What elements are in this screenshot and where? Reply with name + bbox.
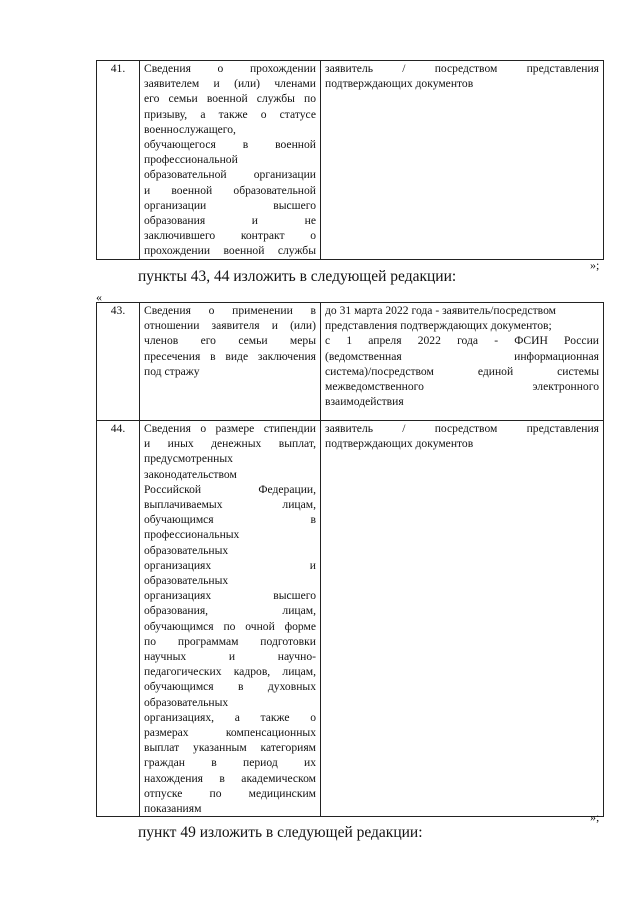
- cell-line: обучающегося в военной: [144, 138, 316, 152]
- cell-line: заявитель / посредством представления: [325, 422, 599, 435]
- cell-line: членов его семьи меры: [144, 334, 316, 348]
- cell-line: выплат указанным категориям: [144, 741, 316, 755]
- row-number: 44.: [97, 421, 140, 817]
- cell-line: и военной образовательной: [144, 183, 316, 197]
- data-source: [321, 421, 604, 817]
- data-source: [321, 303, 604, 421]
- cell-line: пресечения в виде заключения: [144, 349, 316, 363]
- cell-line: Сведения о применении в: [144, 304, 316, 317]
- cell-line: заключившего контракт о: [144, 229, 316, 243]
- data-source: [321, 61, 604, 260]
- cell-line: образования и не: [144, 214, 316, 228]
- cell-line: с 1 апреля 2022 года - ФСИН России: [325, 334, 599, 348]
- cell-line: образовательных: [144, 543, 229, 557]
- cell-line: представления подтверждающих документов;: [325, 319, 552, 333]
- cell-line: граждан в период их: [144, 756, 316, 770]
- cell-line: подтверждающих документов: [325, 437, 474, 451]
- cell-line: научных и научно-: [144, 650, 316, 664]
- cell-line: обучающимся в духовных: [144, 680, 316, 694]
- cell-line: взаимодействия: [325, 395, 404, 409]
- table-row-43: [97, 303, 604, 421]
- opening-quote: «: [96, 290, 102, 304]
- cell-line: образовательной организации: [144, 168, 316, 182]
- cell-line: предусмотренных: [144, 452, 233, 466]
- cell-line: заявителем и (или) членами: [144, 77, 316, 91]
- paragraph-points-43-44: пункты 43, 44 изложить в следующей редакции:: [138, 268, 457, 285]
- cell-line: показаниям: [144, 802, 202, 816]
- table-fragment-2: [96, 302, 604, 817]
- cell-line: прохождении военной службы: [144, 244, 316, 258]
- cell-line: организациях и: [144, 558, 316, 572]
- data-description: [140, 61, 321, 260]
- cell-line: организации высшего: [144, 198, 316, 212]
- cell-line: образовательных: [144, 574, 229, 588]
- cell-line: профессиональной: [144, 153, 238, 167]
- cell-line: заявитель / посредством представления: [325, 62, 599, 75]
- table-row-44: [97, 421, 604, 817]
- cell-line: система)/посредством единой системы: [325, 364, 599, 378]
- cell-line: отпуске по медицинским: [144, 786, 316, 800]
- cell-line: подтверждающих документов: [325, 77, 474, 91]
- cell-line: (ведомственная информационная: [325, 349, 599, 363]
- cell-line: отношении заявителя и (или): [144, 319, 316, 333]
- cell-line: военнослужащего,: [144, 122, 236, 136]
- cell-line: организациях, а также о: [144, 710, 316, 724]
- cell-line: педагогических кадров, лицам,: [144, 665, 316, 679]
- cell-line: Сведения о прохождении: [144, 62, 316, 75]
- cell-line: законодательством: [144, 467, 237, 481]
- closing-quote-1: »;: [590, 258, 600, 272]
- row-number: 43.: [97, 303, 140, 421]
- cell-line: обучающимся по очной форме: [144, 619, 316, 633]
- cell-line: призыву, а также о статусе: [144, 107, 316, 121]
- data-description: [140, 421, 321, 817]
- cell-line: профессиональных: [144, 528, 240, 542]
- row-number: 41.: [97, 61, 140, 260]
- cell-line: под стражу: [144, 364, 200, 378]
- cell-line: межведомственного электронного: [325, 380, 599, 394]
- cell-line: организациях высшего: [144, 589, 316, 603]
- cell-line: и иных денежных выплат,: [144, 437, 316, 451]
- cell-line: выплачиваемых лицам,: [144, 498, 316, 512]
- data-description: [140, 303, 321, 421]
- cell-line: его семьи военной службы по: [144, 92, 316, 106]
- cell-line: образовательных: [144, 695, 229, 709]
- cell-line: нахождения в академическом: [144, 771, 316, 785]
- cell-line: по программам подготовки: [144, 634, 316, 648]
- table-row-41: [97, 61, 604, 260]
- cell-line: до 31 марта 2022 года - заявитель/посредством: [325, 304, 556, 317]
- table-fragment-1: [96, 60, 604, 260]
- cell-line: Российской Федерации,: [144, 482, 316, 496]
- cell-line: образования, лицам,: [144, 604, 316, 618]
- closing-quote-2: »;: [590, 810, 600, 824]
- cell-line: обучающимся в: [144, 513, 316, 527]
- cell-line: Сведения о размере стипендии: [144, 422, 316, 435]
- paragraph-point-49: пункт 49 изложить в следующей редакции:: [138, 824, 423, 841]
- cell-line: размерах компенсационных: [144, 726, 316, 740]
